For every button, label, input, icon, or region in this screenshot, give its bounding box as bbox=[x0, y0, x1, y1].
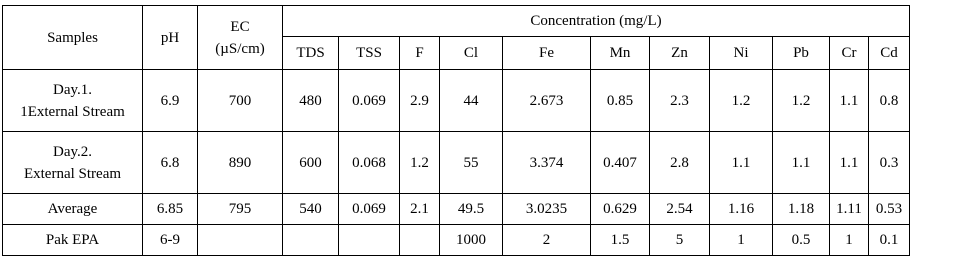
value-cell: 3.374 bbox=[503, 132, 591, 194]
value-cell bbox=[400, 225, 440, 256]
param-header-pb: Pb bbox=[773, 37, 830, 70]
ph-cell: 6.85 bbox=[143, 194, 198, 225]
value-cell: 1.16 bbox=[710, 194, 773, 225]
value-cell: 0.85 bbox=[591, 70, 650, 132]
value-cell: 600 bbox=[283, 132, 339, 194]
value-cell: 540 bbox=[283, 194, 339, 225]
value-cell: 0.407 bbox=[591, 132, 650, 194]
ec-cell: 890 bbox=[198, 132, 283, 194]
value-cell: 49.5 bbox=[440, 194, 503, 225]
value-cell: 0.53 bbox=[869, 194, 910, 225]
value-cell: 1.1 bbox=[710, 132, 773, 194]
ec-cell: 795 bbox=[198, 194, 283, 225]
param-header-f: F bbox=[400, 37, 440, 70]
sample-cell: Pak EPA bbox=[3, 225, 143, 256]
table-row-average bbox=[3, 194, 910, 225]
sample-line2: 1External Stream bbox=[20, 103, 125, 120]
value-cell: 44 bbox=[440, 70, 503, 132]
ph-cell: 6.9 bbox=[143, 70, 198, 132]
ec-header-line2: (µS/cm) bbox=[215, 40, 265, 57]
table-row-pak-epa bbox=[3, 225, 910, 256]
param-header-tds: TDS bbox=[283, 37, 339, 70]
sample-cell: Average bbox=[3, 194, 143, 225]
value-cell: 0.629 bbox=[591, 194, 650, 225]
value-cell: 0.069 bbox=[339, 194, 400, 225]
value-cell: 0.069 bbox=[339, 70, 400, 132]
value-cell: 1.1 bbox=[773, 132, 830, 194]
value-cell: 0.5 bbox=[773, 225, 830, 256]
table-row-day1 bbox=[3, 70, 910, 132]
concentration-header: Concentration (mg/L) bbox=[283, 6, 910, 37]
samples-header: Samples bbox=[3, 6, 143, 70]
value-cell: 5 bbox=[650, 225, 710, 256]
value-cell: 2 bbox=[503, 225, 591, 256]
value-cell bbox=[283, 225, 339, 256]
value-cell: 2.9 bbox=[400, 70, 440, 132]
value-cell: 1.2 bbox=[400, 132, 440, 194]
ec-header-line1: EC bbox=[230, 18, 250, 35]
value-cell: 1000 bbox=[440, 225, 503, 256]
param-header-cd: Cd bbox=[869, 37, 910, 70]
param-header-tss: TSS bbox=[339, 37, 400, 70]
param-header-zn: Zn bbox=[650, 37, 710, 70]
ph-header: pH bbox=[143, 6, 198, 70]
value-cell: 1.5 bbox=[591, 225, 650, 256]
value-cell: 1.2 bbox=[710, 70, 773, 132]
water-quality-table bbox=[2, 5, 910, 256]
ph-cell: 6.8 bbox=[143, 132, 198, 194]
ec-header bbox=[198, 6, 283, 70]
value-cell: 55 bbox=[440, 132, 503, 194]
value-cell: 1.11 bbox=[830, 194, 869, 225]
sample-cell bbox=[3, 132, 143, 194]
ph-cell: 6-9 bbox=[143, 225, 198, 256]
sample-line1: Day.2. bbox=[52, 143, 93, 160]
value-cell: 1 bbox=[710, 225, 773, 256]
value-cell: 480 bbox=[283, 70, 339, 132]
value-cell: 1.1 bbox=[830, 132, 869, 194]
value-cell: 1.18 bbox=[773, 194, 830, 225]
ec-cell: 700 bbox=[198, 70, 283, 132]
value-cell: 1.1 bbox=[830, 70, 869, 132]
value-cell: 0.8 bbox=[869, 70, 910, 132]
value-cell: 0.068 bbox=[339, 132, 400, 194]
param-header-ni: Ni bbox=[710, 37, 773, 70]
ec-cell bbox=[198, 225, 283, 256]
sample-line2: External Stream bbox=[23, 165, 122, 182]
param-header-cr: Cr bbox=[830, 37, 869, 70]
value-cell: 0.1 bbox=[869, 225, 910, 256]
sample-line1: Day.1. bbox=[52, 81, 93, 98]
value-cell: 2.8 bbox=[650, 132, 710, 194]
param-header-fe: Fe bbox=[503, 37, 591, 70]
value-cell: 1.2 bbox=[773, 70, 830, 132]
header-row-1 bbox=[3, 6, 910, 37]
table-row-day2 bbox=[3, 132, 910, 194]
value-cell: 0.3 bbox=[869, 132, 910, 194]
value-cell bbox=[339, 225, 400, 256]
value-cell: 2.1 bbox=[400, 194, 440, 225]
param-header-cl: Cl bbox=[440, 37, 503, 70]
value-cell: 2.54 bbox=[650, 194, 710, 225]
value-cell: 2.673 bbox=[503, 70, 591, 132]
value-cell: 1 bbox=[830, 225, 869, 256]
value-cell: 2.3 bbox=[650, 70, 710, 132]
value-cell: 3.0235 bbox=[503, 194, 591, 225]
param-header-mn: Mn bbox=[591, 37, 650, 70]
sample-cell bbox=[3, 70, 143, 132]
